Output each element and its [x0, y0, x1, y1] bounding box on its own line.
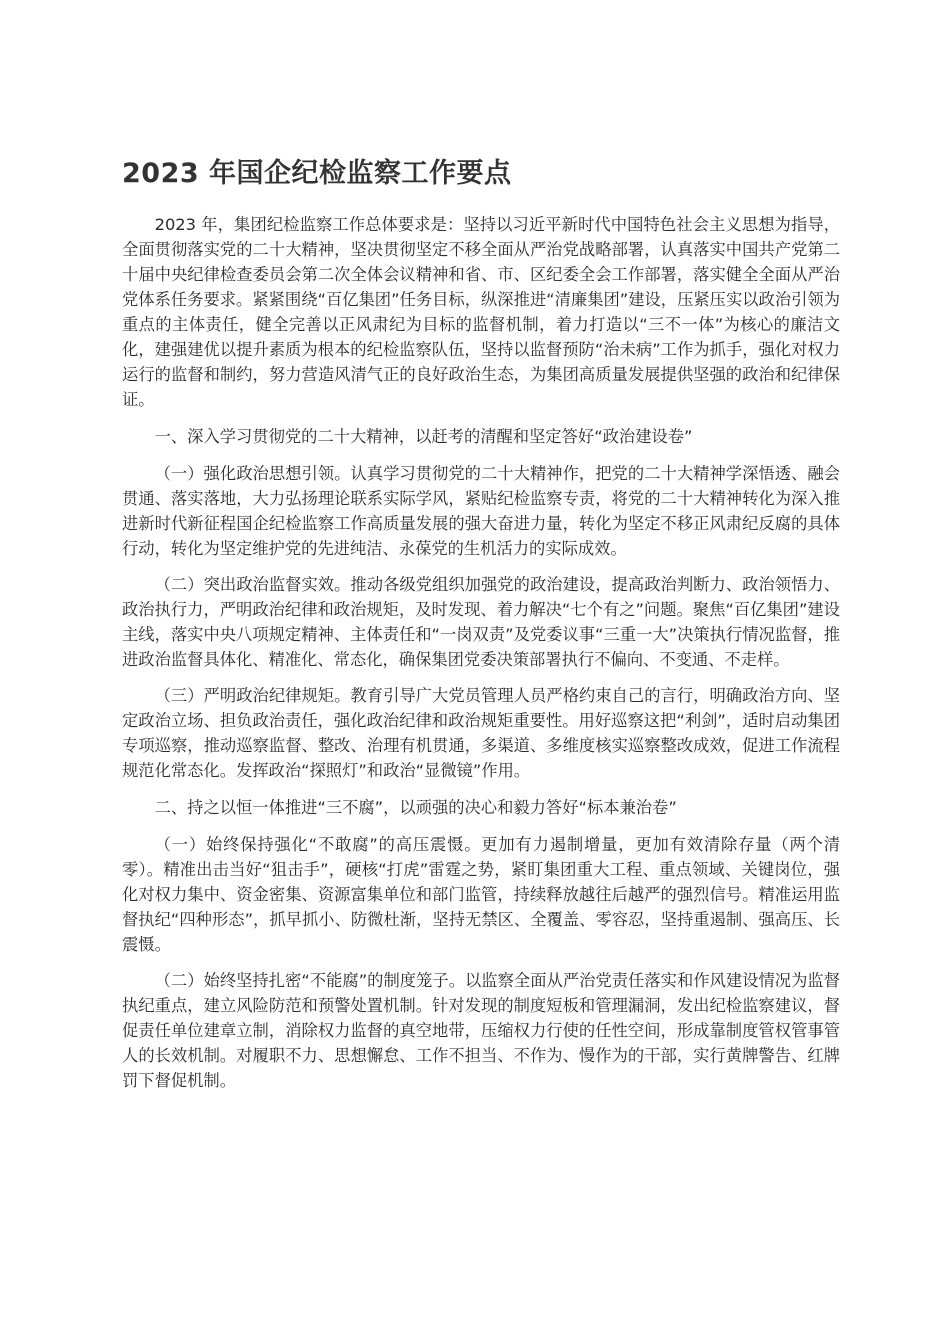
intro-paragraph: 2023 年，集团纪检监察工作总体要求是：坚持以习近平新时代中国特色社会主义思想为指导，全面贯彻落实党的二十大精神，坚决贯彻坚定不移全面从严治党战略部署，认真落实中国共产党第二十届中央纪律检查委员会第二次全体会议精神和省、市、区纪委全会工作部署，落实健全全面从严治党体系任务要求。紧紧围绕“百亿集团”任务目标，纵深推进“清廉集团”建设，压紧压实以政治引领为重点的主体责任，健全完善以正风肃纪为目标的监督机制，着力打造以“三不一体”为核心的廉洁文化，建强建优以提升素质为根本的纪检监察队伍，坚持以监督预防“治未病”工作为抓手，强化对权力运行的监督和制约，努力营造风清气正的良好政治生态，为集团高质量发展提供坚强的政治和纪律保证。 [122, 215, 840, 409]
paragraph-2-1: （一）始终保持强化“不敢腐”的高压震慑。更加有力遏制增量，更加有效清除存量（两个清零）。精准出击当好“狙击手”，硬核“打虎”雷霆之势，紧盯集团重大工程、重点领域、关键岗位，强化对权力集中、资金密集、资源富集单位和部门监管，持续释放越往后越严的强烈信号。精准运用监督执纪“四种形态”，抓早抓小、防微杜渐，坚持无禁区、全覆盖、零容忍，坚持重遏制、强高压、长震慑。 [122, 835, 840, 954]
section-heading-1: 一、深入学习贯彻党的二十大精神，以赶考的清醒和坚定答好“政治建设卷” [154, 427, 693, 446]
section-heading-2: 二、持之以恒一体推进“三不腐”，以顽强的决心和毅力答好“标本兼治卷” [154, 798, 677, 817]
paragraph-2-2: （二）始终坚持扎密“不能腐”的制度笼子。以监察全面从严治党责任落实和作风建设情况为监督执纪重点，建立风险防范和预警处置机制。针对发现的制度短板和管理漏洞，发出纪检监察建议，督促责任单位建章立制，消除权力监督的真空地带，压缩权力行使的任性空间，形成靠制度管权管事管人的长效机制。对履职不力、思想懈怠、工作不担当、不作为、慢作为的干部，实行黄牌警告、红牌罚下督促机制。 [122, 971, 840, 1090]
paragraph-1-2: （二）突出政治监督实效。推动各级党组织加强党的政治建设，提高政治判断力、政治领悟力、政治执行力，严明政治纪律和政治规矩，及时发现、着力解决“七个有之”问题。聚焦“百亿集团”建设主线，落实中央八项规定精神、主体责任和“一岗双责”及党委议事“三重一大”决策执行情况监督，推进政治监督具体化、精准化、常态化，确保集团党委决策部署执行不偏向、不变通、不走样。 [122, 575, 840, 669]
document-page [122, 148, 840, 1093]
document-title: 2023 年国企纪检监察工作要点 [122, 158, 512, 189]
paragraph-1-1: （一）强化政治思想引领。认真学习贯彻党的二十大精神作，把党的二十大精神学深悟透、融会贯通、落实落地，大力弘扬理论联系实际学风，紧贴纪检监察专责，将党的二十大精神转化为深入推进新时代新征程国企纪检监察工作高质量发展的强大奋进力量，转化为坚定不移正风肃纪反腐的具体行动，转化为坚定维护党的先进纯洁、永葆党的生机活力的实际成效。 [122, 464, 840, 558]
paragraph-1-3: （三）严明政治纪律规矩。教育引导广大党员管理人员严格约束自己的言行，明确政治方向、坚定政治立场、担负政治责任，强化政治纪律和政治规矩重要性。用好巡察这把“利剑”，适时启动集团专项巡察，推动巡察监督、整改、治理有机贯通，多渠道、多维度核实巡察整改成效，促进工作流程规范化常态化。发挥政治“探照灯”和政治“显微镜”作用。 [122, 686, 840, 780]
